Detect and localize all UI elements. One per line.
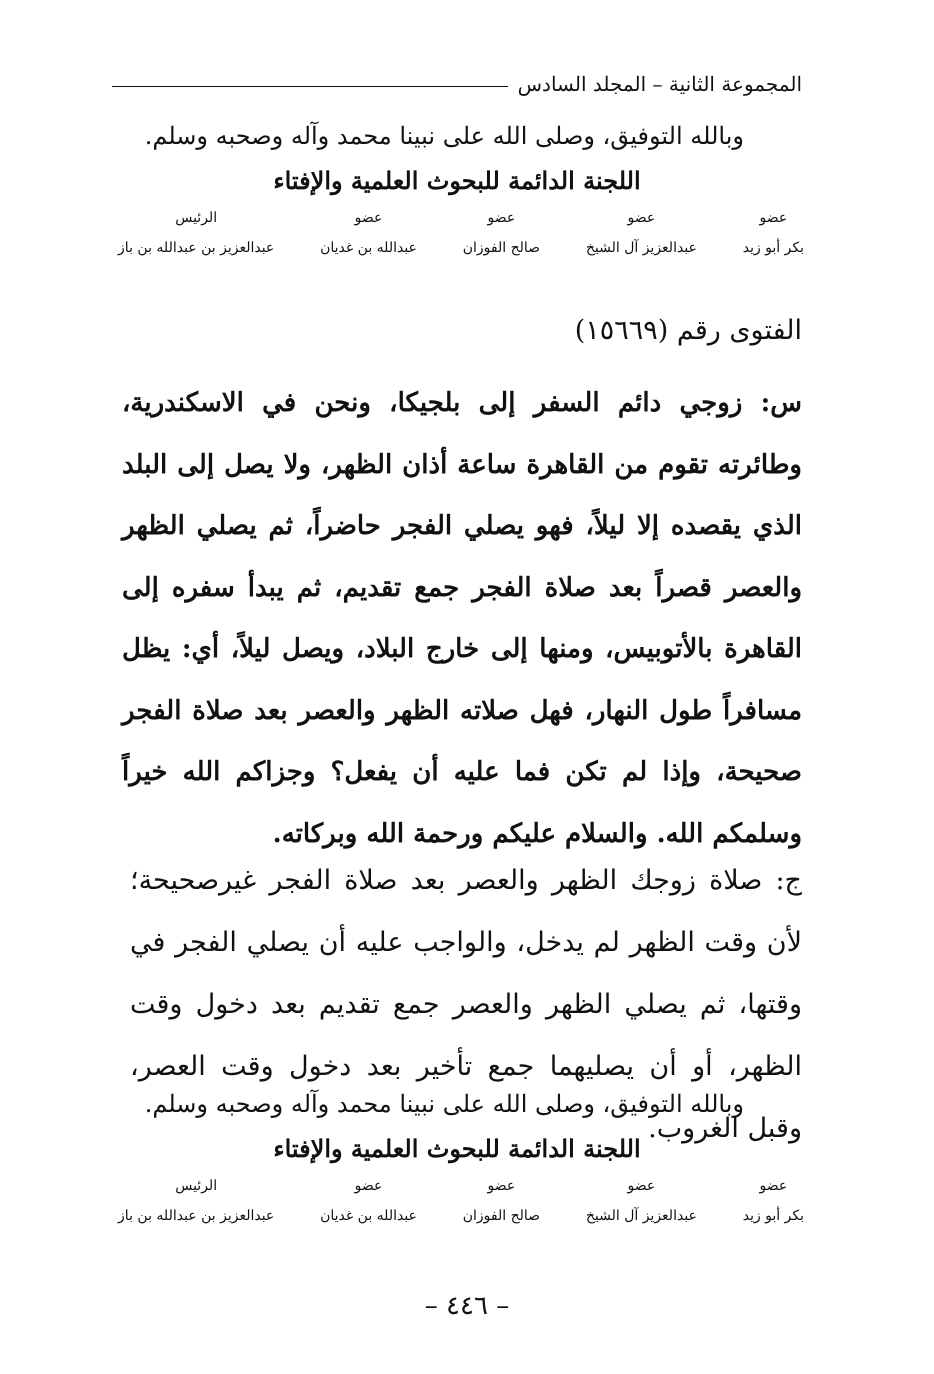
signatories-top bbox=[118, 210, 804, 256]
signatory-role: الرئيس bbox=[175, 210, 218, 226]
signatory bbox=[463, 1178, 540, 1224]
question-paragraph: س: زوجي دائم السفر إلى بلجيكا، ونحن في الاسكندرية، وطائرته تقوم من القاهرة ساعة أذان الظهر، ولا يصل إلى البلد الذي يقصده إلا ليلاً، فهو يصلي الفجر حاضراً، ثم يصلي الظهر والعصر قصراً بعد صلاة الفجر جمع تقديم، ثم يبدأ سفره إلى القاهرة بالأتوبيس، ومنها إلى خارج البلاد، ويصل ليلاً، أي: يظل مسافراً طول النهار، فهل صلاته الظهر والعصر بعد صلاة الفجر صحيحة، وإذا لم تكن فما عليه أن يفعل؟ وجزاكم الله خيراً وسلمكم الله. والسلام عليكم ورحمة الله وبركاته. bbox=[122, 388, 802, 849]
committee-title-top: اللجنة الدائمة للبحوث العلمية والإفتاء bbox=[273, 166, 641, 195]
signatory-name: بكر أبو زيد bbox=[742, 1208, 804, 1224]
signatory-name: صالح الفوزان bbox=[462, 1208, 541, 1224]
signatory-name: عبدالله بن غديان bbox=[320, 1208, 417, 1224]
answer-paragraph: ج: صلاة زوجك الظهر والعصر بعد صلاة الفجر غيرصحيحة؛ لأن وقت الظهر لم يدخل، والواجب عليه أن يصلي الفجر في وقتها، ثم يصلي الظهر والعصر جمع تقديم بعد دخول وقت الظهر، أو أن يصليهما جمع تأخير بعد دخول وقت العصر، وقبل الغروب. bbox=[130, 865, 802, 1144]
signatory-role: عضو bbox=[759, 210, 788, 226]
signatory-role: عضو bbox=[354, 210, 383, 226]
signatory-name: بكر أبو زيد bbox=[742, 240, 804, 256]
signatory bbox=[118, 210, 274, 256]
signatory-role: عضو bbox=[487, 210, 516, 226]
closing-formula-top: وبالله التوفيق، وصلى الله على نبينا محمد وآله وصحبه وسلم. bbox=[144, 122, 744, 150]
signatory-role: عضو bbox=[354, 1178, 383, 1194]
signatories-bottom bbox=[118, 1178, 804, 1224]
signatory-role: عضو bbox=[487, 1178, 516, 1194]
signatory bbox=[743, 1178, 804, 1224]
signatory-name: عبدالعزيز بن عبدالله بن باز bbox=[118, 1208, 275, 1224]
signatory-role: عضو bbox=[627, 1178, 656, 1194]
signatory bbox=[586, 210, 697, 256]
signatory-role: عضو bbox=[759, 1178, 788, 1194]
signatory-name: عبدالعزيز آل الشيخ bbox=[585, 240, 697, 256]
signatory bbox=[320, 210, 417, 256]
page-number: – ٤٤٦ – bbox=[424, 1291, 510, 1321]
signatory bbox=[118, 1178, 274, 1224]
committee-title-bottom: اللجنة الدائمة للبحوث العلمية والإفتاء bbox=[273, 1134, 641, 1163]
signatory-name: عبدالله بن غديان bbox=[320, 240, 417, 256]
signatory bbox=[586, 1178, 697, 1224]
signatory-name: صالح الفوزان bbox=[462, 240, 541, 256]
signatory bbox=[320, 1178, 417, 1224]
fatwa-number: الفتوى رقم (١٥٦٦٩) bbox=[574, 315, 802, 346]
signatory-name: عبدالعزيز بن عبدالله بن باز bbox=[118, 240, 275, 256]
closing-formula-bottom: وبالله التوفيق، وصلى الله على نبينا محمد وآله وصحبه وسلم. bbox=[144, 1090, 744, 1118]
signatory bbox=[743, 210, 804, 256]
running-header bbox=[112, 66, 802, 102]
running-title: المجموعة الثانية – المجلد السادس bbox=[517, 72, 802, 96]
signatory-name: عبدالعزيز آل الشيخ bbox=[585, 1208, 697, 1224]
signatory-role: عضو bbox=[627, 210, 656, 226]
header-rule bbox=[112, 86, 508, 87]
signatory-role: الرئيس bbox=[175, 1178, 218, 1194]
signatory bbox=[463, 210, 540, 256]
